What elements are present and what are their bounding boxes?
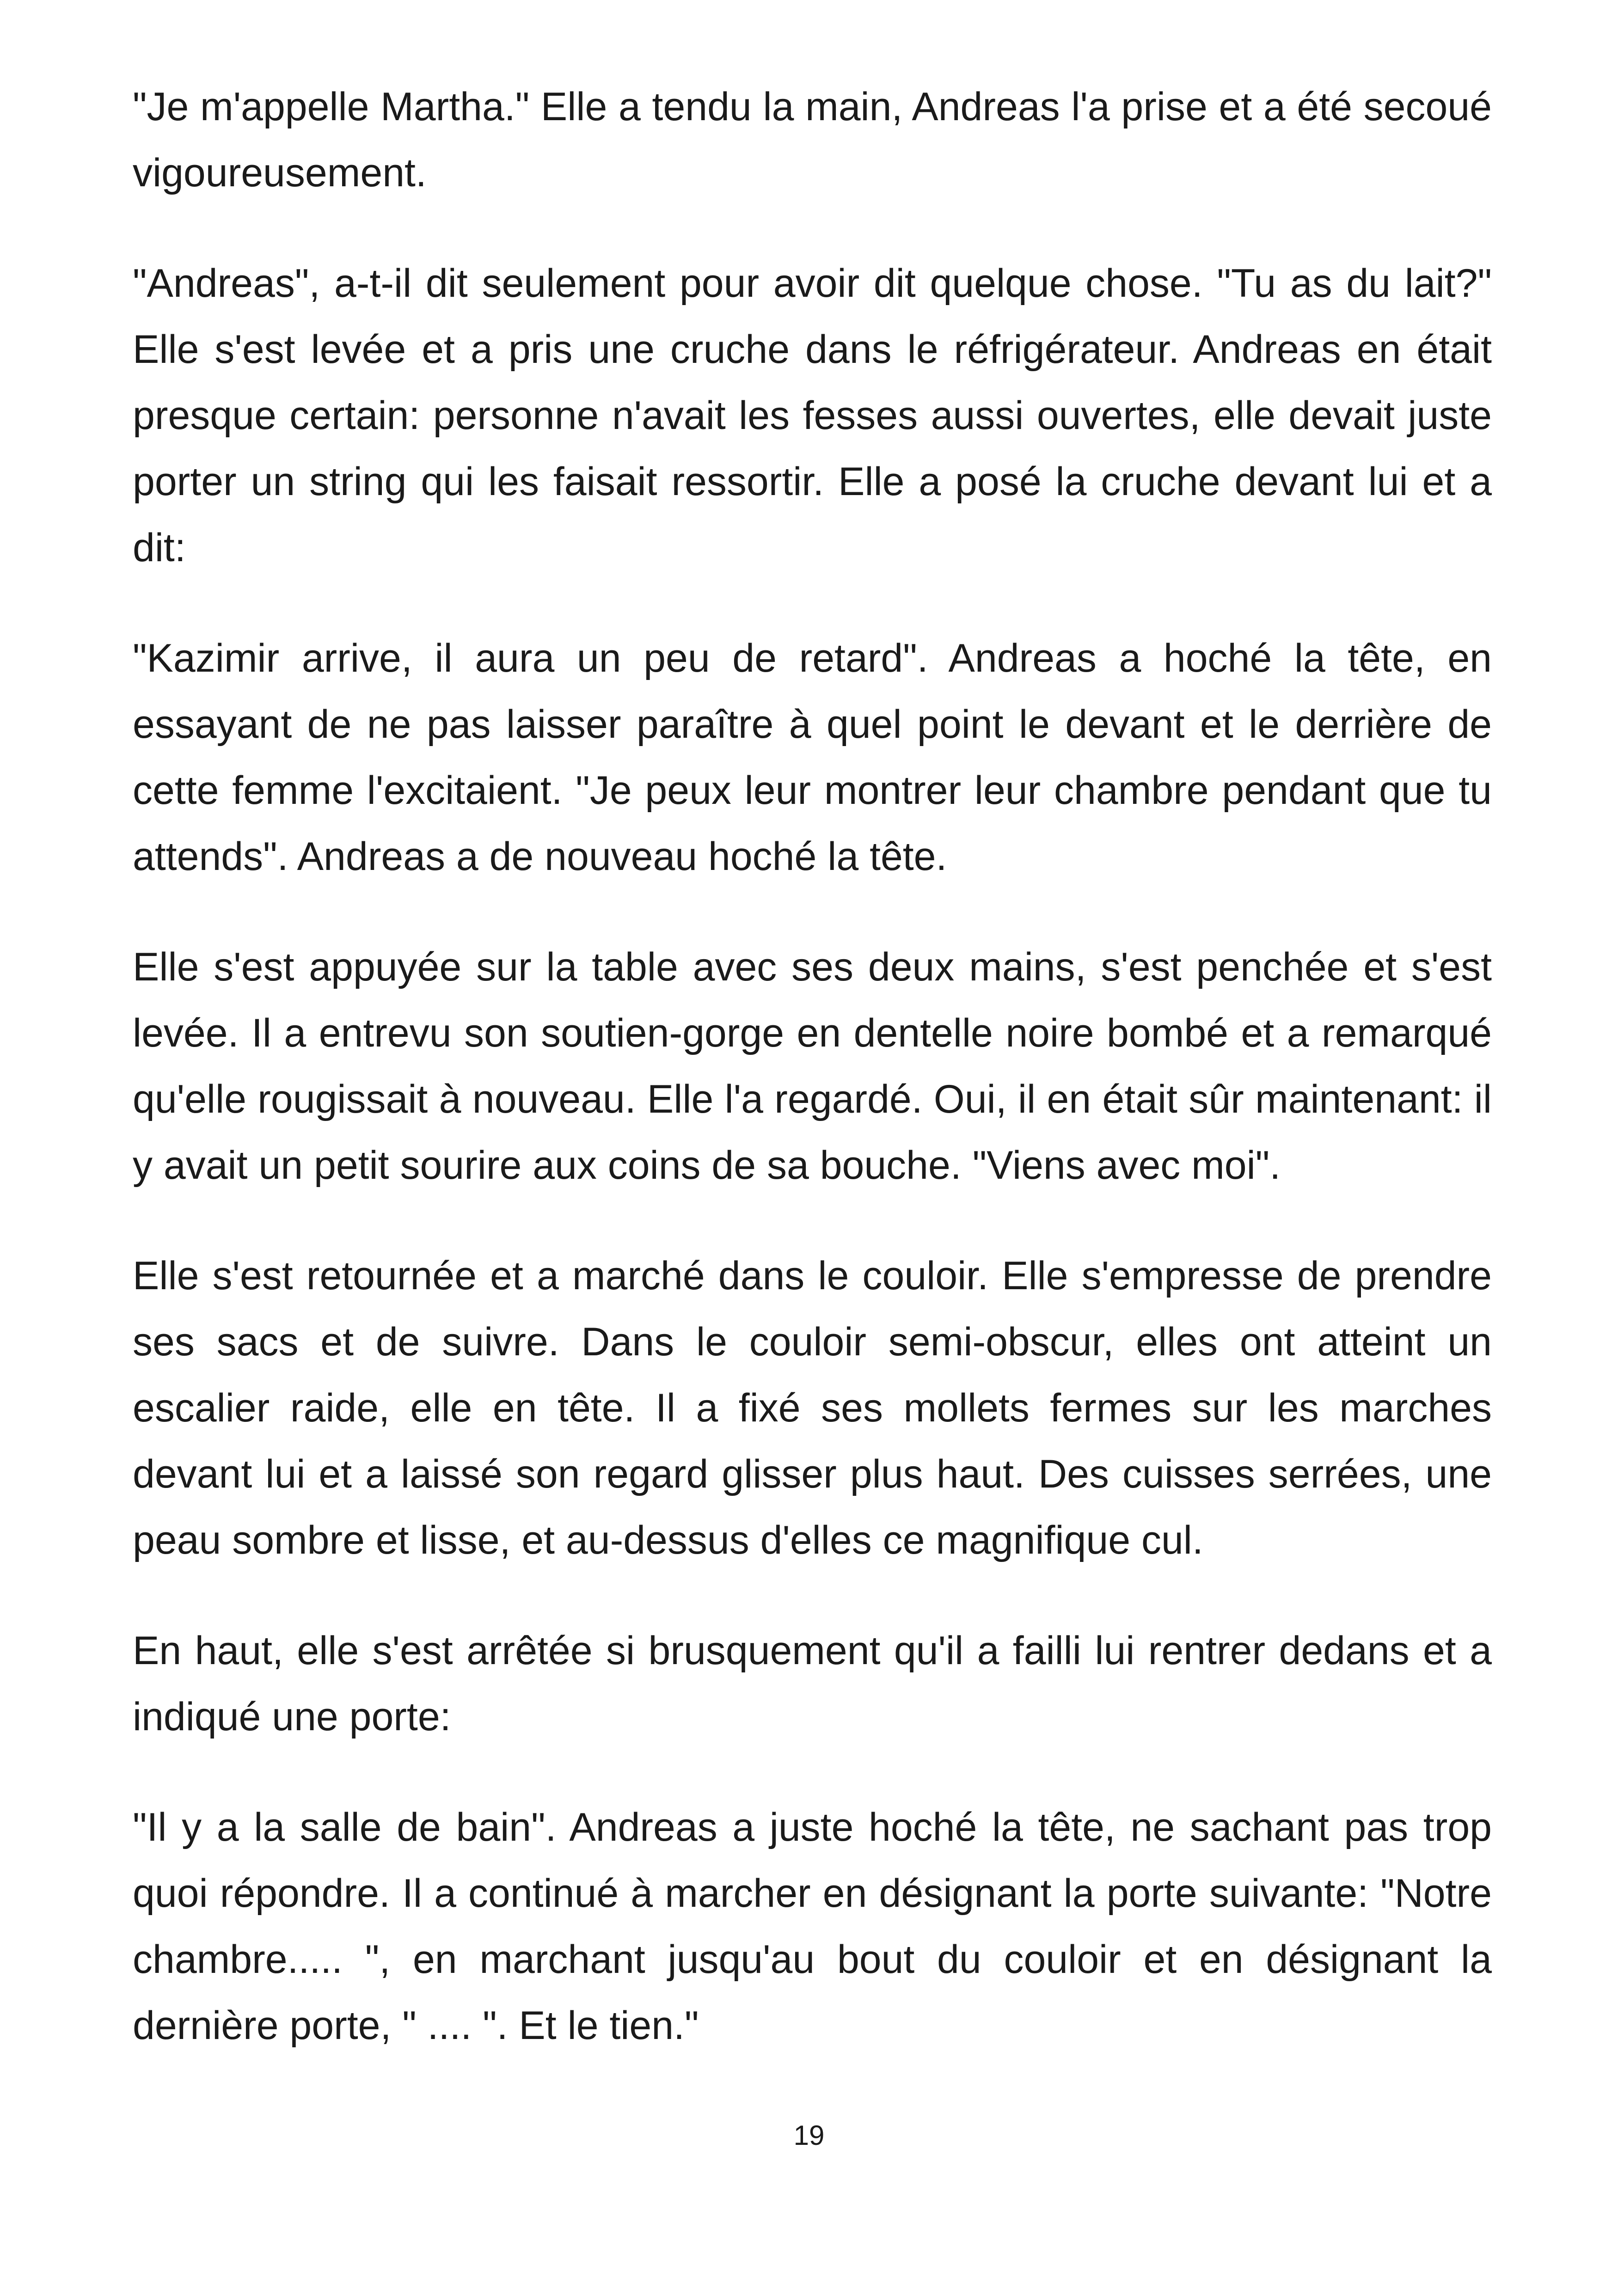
paragraph-2: "Andreas", a-t-il dit seulement pour avoir dit quelque chose. "Tu as du lait?" Elle s'est levée et a pris une cruche dans le réfrigérateur. Andreas en était presque certain: personne n'avait les fesses aussi ouvertes, elle devait juste porter un string qui les faisait ressortir. Elle a posé la cruche devant lui et a dit: (133, 261, 1492, 570)
paragraph-4: Elle s'est appuyée sur la table avec ses deux mains, s'est penchée et s'est levée. Il a entrevu son soutien-gorge en dentelle noire bombé et a remarqué qu'elle rougissait à nouveau. Elle l'a regardé. Oui, il en était sûr maintenant: il y avait un petit sourire aux coins de sa bouche. "Viens avec moi". (133, 945, 1492, 1188)
paragraph-6: En haut, elle s'est arrêtée si brusquement qu'il a failli lui rentrer dedans et a indiqué une porte: (133, 1629, 1492, 1739)
paragraph-5: Elle s'est retournée et a marché dans le couloir. Elle s'empresse de prendre ses sacs et de suivre. Dans le couloir semi-obscur, elles ont atteint un escalier raide, elle en tête. Il a fixé ses mollets fermes sur les marches devant lui et a laissé son regard glisser plus haut. Des cuisses serrées, une peau sombre et lisse, et au-dessus d'elles ce magnifique cul. (133, 1254, 1492, 1562)
paragraph-3: "Kazimir arrive, il aura un peu de retard". Andreas a hoché la tête, en essayant de ne pas laisser paraître à quel point le devant et le derrière de cette femme l'excitaient. "Je peux leur montrer leur chambre pendant que tu attends". Andreas a de nouveau hoché la tête. (133, 636, 1492, 879)
paragraph-1: "Je m'appelle Martha." Elle a tendu la main, Andreas l'a prise et a été secoué vigoureusement. (133, 85, 1492, 195)
body-text (133, 74, 1492, 2103)
paragraph-7: "Il y a la salle de bain". Andreas a juste hoché la tête, ne sachant pas trop quoi répondre. Il a continué à marcher en désignant la porte suivante: "Notre chambre..... ", en marchant jusqu'au bout du couloir et en désignant la dernière porte, " .... ". Et le tien." (133, 1805, 1492, 2048)
page-number: 19 (793, 2120, 825, 2151)
